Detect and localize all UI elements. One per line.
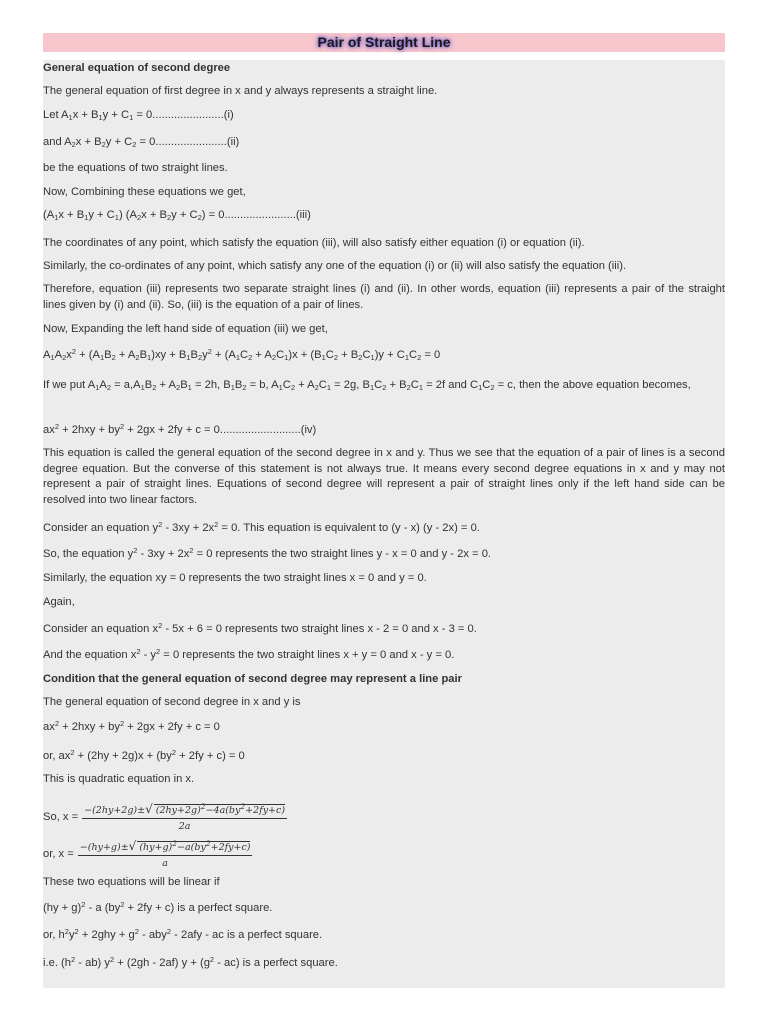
paragraph: Therefore, equation (iii) represents two separate straight lines (i) and (ii). In other words, equation (iii) represents a pair of the straight lines given by (i) and (ii). So, (iii) is the equation of a pair of lines. xyxy=(43,283,725,311)
fraction: $\frac{-(2hy+2g)\pm√ (2hy+2g)^2-4a(by^2+2fy+c)}{2a}$ xyxy=(84,802,286,832)
expanded-equation: $A_1A_2x^2 + (A_1B_2 + A_2B_1)xy + B_1B_2y^2 + (A_1C_2 + A_2C_1)x + (B_1C_2 + B_2C_1)y + C_1C_2 = 0$ xyxy=(43,347,441,362)
page-title-bar xyxy=(43,33,725,52)
content-panel xyxy=(43,60,725,988)
equation-iii: $(A_1x + B_1y + C_1) (A_2x + B_2y + C_2) = 0.......................(iii)$ xyxy=(43,209,311,222)
example-line: And the equation $x^2 - y^2 = 0$ represents the two straight lines x + y = 0 and x - y = 0. xyxy=(43,647,455,661)
text-line: The general equation of second degree in x and y is xyxy=(43,696,301,708)
example-line: So, the equation $y^2 - 3xy + 2x^2 = 0$ represents the two straight lines y - x = 0 and y - 2x = 0. xyxy=(43,546,492,560)
example-line: Consider an equation $x^2 - 5x + 6 = 0$ represents two straight lines x - 2 = 0 and x - 3 = 0. xyxy=(43,621,477,635)
text-line: Again, xyxy=(43,596,75,608)
quadratic-formula-1 xyxy=(43,800,287,834)
text-line: Similarly, the equation xy = 0 represents the two straight lines x = 0 and y = 0. xyxy=(43,572,427,584)
text-line: These two equations will be linear if xyxy=(43,876,220,888)
formula-lead: or, x = xyxy=(43,848,74,860)
equation-line: or, $h^2y^2 + 2ghy + g^2 - aby^2 - 2afy$ - ac is a perfect square. xyxy=(43,927,323,941)
equation-i: Let $A_1x + B_1y + C_1 = 0.......................(i)$ xyxy=(43,109,234,122)
text-line: This is quadratic equation in x. xyxy=(43,773,195,785)
paragraph: This equation is called the general equation of the second degree in x and y. Thus we see that the equation of a pair of lines is a second degree equation. But the converse of this statement is not always true. It means every second degree equations in x and y may not represent a pair of straight lines. Equations of second degree will represent a pair of straight lines only if the left hand side can be resolved into two linear factors. xyxy=(43,447,725,506)
equation-line: or, $ax^2 + (2hy + 2g)x + (by^2 + 2fy + c) = 0$ xyxy=(43,748,245,762)
text-line: Similarly, the co-ordinates of any point, which satisfy any one of the equation (i) or (ii) will also satisfy the equation (iii). xyxy=(43,260,627,272)
equation-ii: and $A_2x + B_2y + C_2 = 0.......................(ii)$ xyxy=(43,136,240,149)
page-title: Pair of Straight Line xyxy=(317,34,451,50)
equation-line: (hy + g)$^2$ - a $(by^2 + 2fy + c)$ is a perfect square. xyxy=(43,900,273,914)
text-line: The general equation of first degree in x and y always represents a straight line. xyxy=(43,85,438,97)
example-line: Consider an equation $y^2 - 3xy + 2x^2 = 0$. This equation is equivalent to (y - x) (y - 2x) = 0. xyxy=(43,520,480,534)
substitution-paragraph: If we put $A_1A_2 = a,A_1B_2 + A_2B_1 = 2h$, $B_1B_2 = b$, $A_1C_2 + A_2C_1 = 2g$, $B_1C_2 + B_2C_1 = 2f$ and $C_1C_2 = c$, then the above equation becomes, xyxy=(43,379,691,392)
quadratic-formula-2 xyxy=(43,837,252,871)
equation-iv: $ax^2 + 2hxy + by^2 + 2gx + 2fy + c = 0..........................(iv)$ xyxy=(43,422,317,436)
text-line: The coordinates of any point, which satisfy the equation (iii), will also satisfy either equation (i) or equation (ii). xyxy=(43,237,585,249)
text-line: Now, Combining these equations we get, xyxy=(43,186,246,198)
formula-lead: So, x = xyxy=(43,811,79,823)
equation-line: $ax^2 + 2hxy + by^2 + 2gx + 2fy + c = 0$ xyxy=(43,719,220,733)
section-heading: Condition that the general equation of second degree may represent a line pair xyxy=(43,673,462,685)
text-line: be the equations of two straight lines. xyxy=(43,162,228,174)
fraction: $\frac{-(hy+g)\pm√ (hy+g)^2-a(by^2+2fy+c)}{a}$ xyxy=(79,839,251,869)
equation-line: i.e. $(h^2 - ab) y^2 + (2gh - 2af) y + (g^2 - ac)$ is a perfect square. xyxy=(43,955,338,969)
text-line: Now, Expanding the left hand side of equation (iii) we get, xyxy=(43,323,328,335)
section-heading: General equation of second degree xyxy=(43,62,231,74)
